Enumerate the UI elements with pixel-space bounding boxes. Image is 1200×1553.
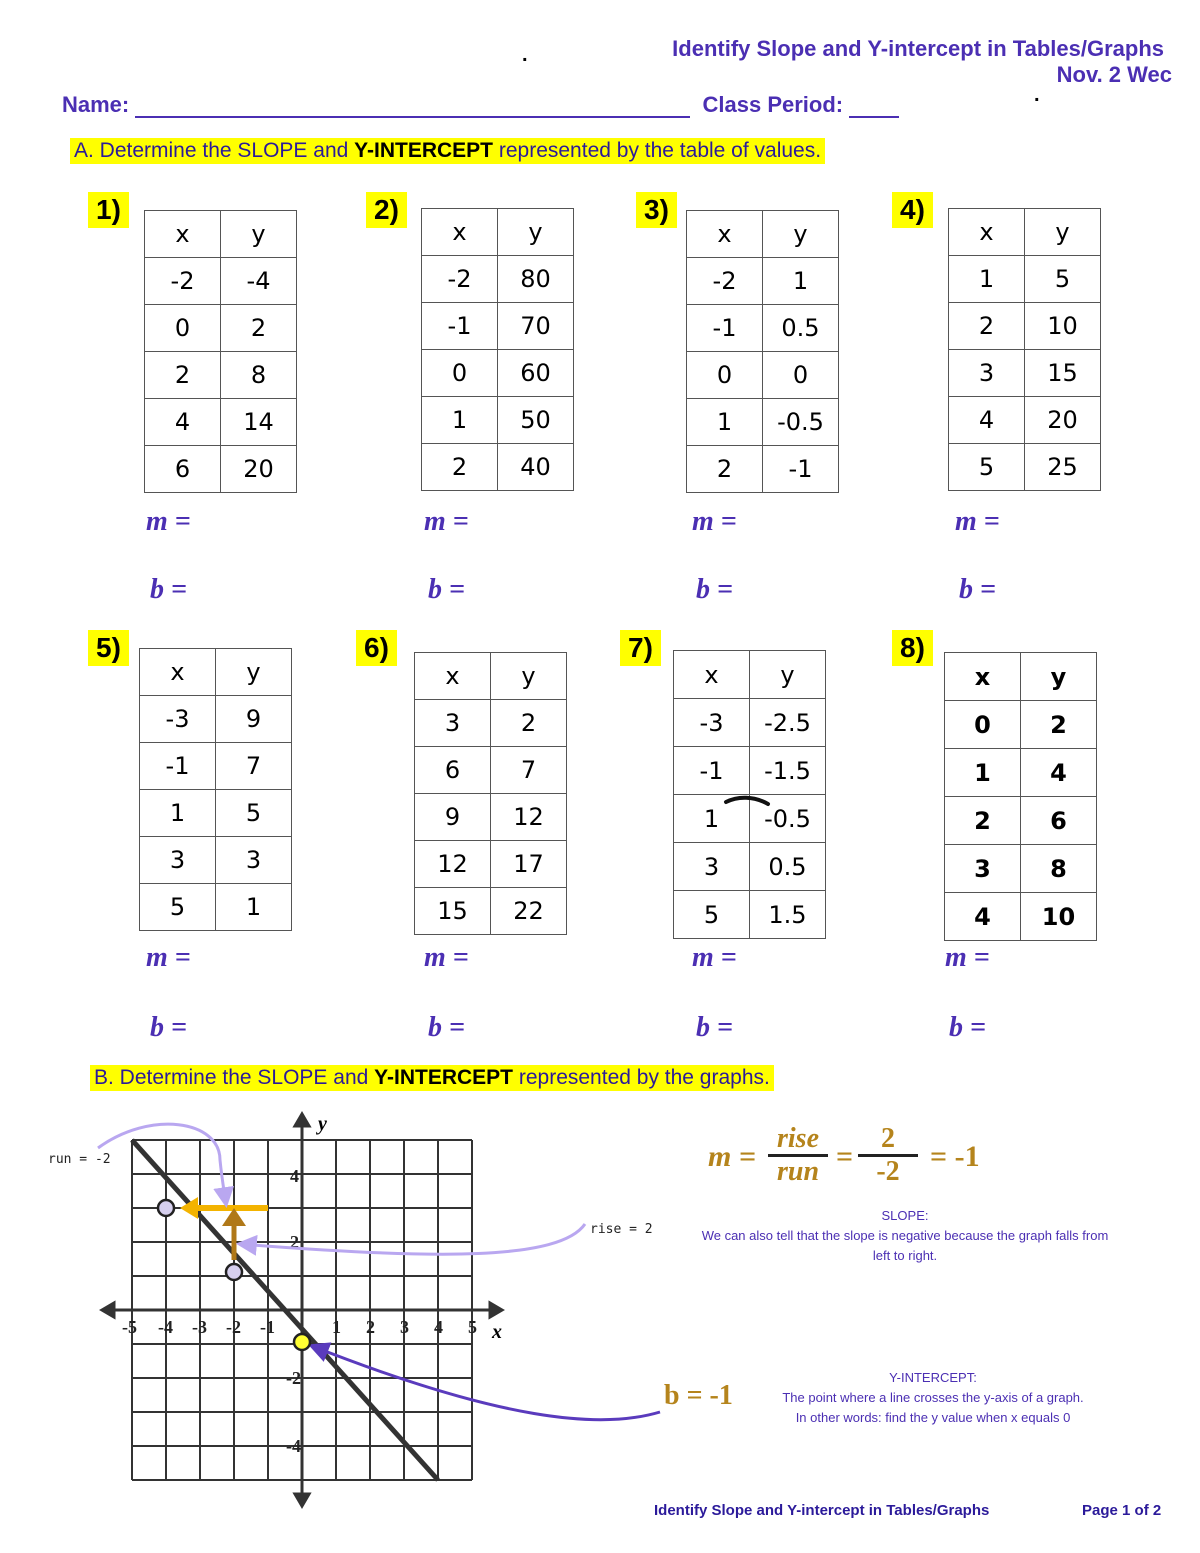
table-cell-y: 4	[1021, 749, 1097, 797]
table-cell-y: 40	[498, 444, 574, 491]
column-header: x	[422, 209, 498, 256]
y-tick: 2	[290, 1232, 299, 1252]
table-cell-y: 0	[763, 352, 839, 399]
section-b-instruction	[90, 1065, 774, 1091]
problem-number: 5)	[88, 630, 129, 666]
rise-over-run	[768, 1124, 828, 1187]
table-header-row	[422, 209, 574, 256]
intercept-answer-label[interactable]: b =	[949, 1012, 986, 1043]
table-row	[949, 303, 1101, 350]
table-cell-y: 70	[498, 303, 574, 350]
value-table	[686, 210, 839, 493]
table-cell-x: -2	[145, 258, 221, 305]
point-neg2-1	[226, 1264, 242, 1280]
b-answer-value: -1	[709, 1380, 733, 1411]
table-cell-y: 25	[1025, 444, 1101, 491]
table-cell-x: 2	[687, 446, 763, 493]
table-cell-x: 6	[415, 747, 491, 794]
rise-text: rise	[777, 1123, 819, 1154]
intercept-answer-label[interactable]: b =	[959, 574, 996, 605]
y-intercept-point	[294, 1334, 310, 1350]
class-period-label: Class Period:	[702, 92, 844, 117]
table-row	[415, 747, 567, 794]
table-cell-y: -0.5	[763, 399, 839, 446]
table-cell-x: -2	[422, 256, 498, 303]
table-cell-y: 7	[491, 747, 567, 794]
table-row	[674, 699, 826, 747]
table-cell-y: 1	[216, 884, 292, 931]
y-tick: 4	[290, 1166, 299, 1186]
table-cell-y: 8	[1021, 845, 1097, 893]
x-tick: 1	[332, 1317, 341, 1337]
table-cell-y: 17	[491, 841, 567, 888]
problem-number: 8)	[892, 630, 933, 666]
y-tick: -4	[286, 1436, 301, 1456]
problem-number: 3)	[636, 192, 677, 228]
stray-dot: .	[522, 44, 528, 66]
intercept-note	[754, 1368, 1112, 1428]
table-row	[415, 700, 567, 747]
x-tick: 5	[468, 1317, 477, 1337]
table-cell-x: -1	[140, 743, 216, 790]
problem-number: 1)	[88, 192, 129, 228]
table-cell-x: 1	[949, 256, 1025, 303]
table-cell-y: 50	[498, 397, 574, 444]
footer-title: Identify Slope and Y-intercept in Tables/Graphs	[654, 1502, 990, 1519]
table-cell-x: 3	[949, 350, 1025, 397]
x-tick: -4	[158, 1317, 173, 1337]
table-row	[687, 399, 839, 446]
table-cell-x: 5	[140, 884, 216, 931]
table-cell-x: 1	[945, 749, 1021, 797]
value-table	[144, 210, 297, 493]
slope-answer-label[interactable]: m =	[146, 942, 191, 973]
x-tick: 4	[434, 1317, 443, 1337]
intercept-answer-label[interactable]: b =	[696, 1012, 733, 1043]
slope-answer-label[interactable]: m =	[146, 506, 191, 537]
slope-result: = -1	[930, 1140, 980, 1173]
table-row	[674, 747, 826, 795]
problem-number: 6)	[356, 630, 397, 666]
column-header: y	[1021, 653, 1097, 701]
y-axis-label: y	[318, 1113, 327, 1135]
table-cell-x: -2	[687, 258, 763, 305]
table-cell-x: 4	[949, 397, 1025, 444]
table-row	[422, 303, 574, 350]
table-cell-x: 2	[145, 352, 221, 399]
table-cell-x: -1	[687, 305, 763, 352]
table-cell-y: 5	[216, 790, 292, 837]
table-cell-x: 0	[687, 352, 763, 399]
instruction-emphasis: Y-INTERCEPT	[374, 1066, 514, 1089]
value-table	[421, 208, 574, 491]
column-header: x	[674, 651, 750, 699]
table-row	[674, 891, 826, 939]
table-row	[145, 399, 297, 446]
table-row	[415, 888, 567, 935]
name-row	[62, 92, 899, 118]
table-cell-x: 3	[140, 837, 216, 884]
instruction-text: represented by the table of values.	[493, 139, 822, 162]
intercept-line2: In other words: find the y value when x equals 0	[795, 1410, 1071, 1425]
table-cell-x: -3	[674, 699, 750, 747]
table-cell-y: 6	[1021, 797, 1097, 845]
table-row	[140, 790, 292, 837]
table-cell-y: 2	[491, 700, 567, 747]
slope-answer-label[interactable]: m =	[945, 942, 990, 973]
table-row	[140, 696, 292, 743]
table-row	[687, 258, 839, 305]
column-header: x	[687, 211, 763, 258]
table-header-row	[945, 653, 1097, 701]
slope-answer-label[interactable]: m =	[955, 506, 1000, 537]
table-row	[945, 893, 1097, 941]
instruction-emphasis: Y-INTERCEPT	[354, 139, 494, 162]
table-cell-y: 14	[221, 399, 297, 446]
section-a-instruction	[70, 138, 825, 164]
problem-number: 4)	[892, 192, 933, 228]
table-cell-y: 3	[216, 837, 292, 884]
column-header: x	[145, 211, 221, 258]
table-cell-x: 2	[949, 303, 1025, 350]
x-tick: 2	[366, 1317, 375, 1337]
table-cell-x: -1	[674, 747, 750, 795]
page-title: Identify Slope and Y-intercept in Tables/Graphs	[672, 36, 1164, 61]
table-header-row	[415, 653, 567, 700]
table-cell-y: 7	[216, 743, 292, 790]
table-row	[140, 884, 292, 931]
equals-sign: =	[836, 1140, 854, 1173]
stray-dot: .	[1034, 84, 1040, 106]
table-row	[422, 350, 574, 397]
rise-label: rise = 2	[590, 1222, 653, 1237]
column-header: x	[945, 653, 1021, 701]
table-row	[687, 446, 839, 493]
intercept-answer-label[interactable]: b =	[696, 574, 733, 605]
table-cell-x: 15	[415, 888, 491, 935]
table-cell-x: 6	[145, 446, 221, 493]
table-cell-y: 0.5	[750, 843, 826, 891]
table-cell-y: 5	[1025, 256, 1101, 303]
table-row	[687, 305, 839, 352]
table-cell-x: 1	[422, 397, 498, 444]
intercept-answer-label[interactable]: b =	[150, 574, 187, 605]
table-cell-x: 2	[945, 797, 1021, 845]
column-header: y	[216, 649, 292, 696]
table-cell-x: 1	[687, 399, 763, 446]
table-cell-y: 12	[491, 794, 567, 841]
value-table	[944, 652, 1097, 941]
table-cell-x: 12	[415, 841, 491, 888]
value-table	[948, 208, 1101, 491]
slope-m-label: m =	[708, 1140, 756, 1173]
table-cell-y: 9	[216, 696, 292, 743]
pencil-mark	[722, 790, 782, 820]
table-row	[945, 845, 1097, 893]
instruction-text: B. Determine the SLOPE and	[94, 1066, 375, 1089]
column-header: y	[491, 653, 567, 700]
column-header: y	[763, 211, 839, 258]
table-cell-x: 0	[422, 350, 498, 397]
table-cell-y: 22	[491, 888, 567, 935]
table-row	[945, 797, 1097, 845]
instruction-text: represented by the graphs.	[513, 1066, 770, 1089]
table-row	[949, 444, 1101, 491]
run-text: run	[768, 1154, 828, 1187]
table-cell-y: 2	[221, 305, 297, 352]
x-tick: -3	[192, 1317, 207, 1337]
table-cell-y: -1	[763, 446, 839, 493]
table-row	[145, 446, 297, 493]
slope-answer-label[interactable]: m =	[424, 506, 469, 537]
table-row	[674, 843, 826, 891]
table-cell-y: 15	[1025, 350, 1101, 397]
table-cell-y: -4	[221, 258, 297, 305]
intercept-answer-label[interactable]: b =	[150, 1012, 187, 1043]
table-cell-y: 0.5	[763, 305, 839, 352]
table-row	[140, 837, 292, 884]
run-callout-arrow	[98, 1124, 226, 1204]
table-row	[949, 397, 1101, 444]
slope-explanation: We can also tell that the slope is negative because the graph falls from left to right.	[701, 1228, 1109, 1263]
table-row	[145, 258, 297, 305]
table-cell-y: 10	[1021, 893, 1097, 941]
table-cell-x: -1	[422, 303, 498, 350]
table-cell-x: 4	[145, 399, 221, 446]
column-header: x	[949, 209, 1025, 256]
table-cell-x: 2	[422, 444, 498, 491]
table-cell-x: 4	[945, 893, 1021, 941]
intercept-line1: The point where a line crosses the y-axis of a graph.	[782, 1390, 1084, 1405]
x-axis-label: x	[492, 1321, 502, 1343]
y-tick: -2	[286, 1368, 301, 1388]
x-tick: -1	[260, 1317, 275, 1337]
intercept-callout-arrow	[312, 1346, 660, 1420]
table-header-row	[687, 211, 839, 258]
name-blank[interactable]	[135, 98, 690, 118]
table-row	[945, 749, 1097, 797]
slope-fraction	[858, 1124, 918, 1187]
table-row	[422, 256, 574, 303]
table-header-row	[145, 211, 297, 258]
slope-answer-label[interactable]: m =	[692, 506, 737, 537]
problem-number: 2)	[366, 192, 407, 228]
column-header: y	[750, 651, 826, 699]
table-row	[949, 350, 1101, 397]
x-tick: -2	[226, 1317, 241, 1337]
column-header: y	[221, 211, 297, 258]
table-row	[949, 256, 1101, 303]
table-cell-x: 3	[415, 700, 491, 747]
table-header-row	[949, 209, 1101, 256]
table-row	[415, 841, 567, 888]
column-header: y	[1025, 209, 1101, 256]
table-header-row	[140, 649, 292, 696]
intercept-heading: Y-INTERCEPT:	[889, 1370, 977, 1385]
column-header: x	[415, 653, 491, 700]
value-table	[139, 648, 292, 931]
run-label: run = -2	[48, 1152, 111, 1167]
table-row	[415, 794, 567, 841]
table-cell-x: -3	[140, 696, 216, 743]
table-row	[145, 352, 297, 399]
table-row	[145, 305, 297, 352]
slope-note	[700, 1206, 1110, 1266]
table-cell-y: -2.5	[750, 699, 826, 747]
fraction-denominator: -2	[858, 1154, 918, 1187]
table-cell-y: 2	[1021, 701, 1097, 749]
table-cell-y: 20	[1025, 397, 1101, 444]
table-cell-x: 1	[140, 790, 216, 837]
table-cell-x: 5	[949, 444, 1025, 491]
table-cell-x: 0	[145, 305, 221, 352]
table-cell-y: -0.5	[750, 795, 826, 843]
table-cell-y: 80	[498, 256, 574, 303]
table-cell-x: 5	[674, 891, 750, 939]
point-neg4-3	[158, 1200, 174, 1216]
fraction-numerator: 2	[881, 1123, 895, 1154]
table-row	[422, 444, 574, 491]
b-answer	[664, 1380, 733, 1412]
problem-number: 7)	[620, 630, 661, 666]
table-cell-x: 1	[674, 795, 750, 843]
intercept-answer-label[interactable]: b =	[428, 1012, 465, 1043]
table-cell-x: 3	[945, 845, 1021, 893]
slope-answer-label[interactable]: m =	[424, 942, 469, 973]
table-cell-y: 60	[498, 350, 574, 397]
column-header: y	[498, 209, 574, 256]
table-cell-y: 1	[763, 258, 839, 305]
name-label: Name:	[62, 92, 130, 117]
table-row	[945, 701, 1097, 749]
value-table	[414, 652, 567, 935]
x-tick: 3	[400, 1317, 409, 1337]
table-cell-x: 9	[415, 794, 491, 841]
table-header-row	[674, 651, 826, 699]
table-cell-x: 3	[674, 843, 750, 891]
table-row	[687, 352, 839, 399]
coordinate-graph	[40, 1100, 680, 1530]
table-cell-y: 8	[221, 352, 297, 399]
x-tick: -5	[122, 1317, 137, 1337]
table-row	[140, 743, 292, 790]
instruction-text: A. Determine the SLOPE and	[74, 139, 355, 162]
table-cell-y: 10	[1025, 303, 1101, 350]
table-row	[422, 397, 574, 444]
column-header: x	[140, 649, 216, 696]
slope-answer-label[interactable]: m =	[692, 942, 737, 973]
table-cell-y: -1.5	[750, 747, 826, 795]
page-date: Nov. 2 Wec	[1056, 62, 1172, 87]
class-period-blank[interactable]	[849, 98, 899, 118]
b-answer-label: b =	[664, 1380, 703, 1411]
footer-page: Page 1 of 2	[1082, 1502, 1162, 1519]
table-cell-y: 20	[221, 446, 297, 493]
slope-heading: SLOPE:	[881, 1208, 929, 1223]
table-cell-x: 0	[945, 701, 1021, 749]
table-cell-y: 1.5	[750, 891, 826, 939]
intercept-answer-label[interactable]: b =	[428, 574, 465, 605]
